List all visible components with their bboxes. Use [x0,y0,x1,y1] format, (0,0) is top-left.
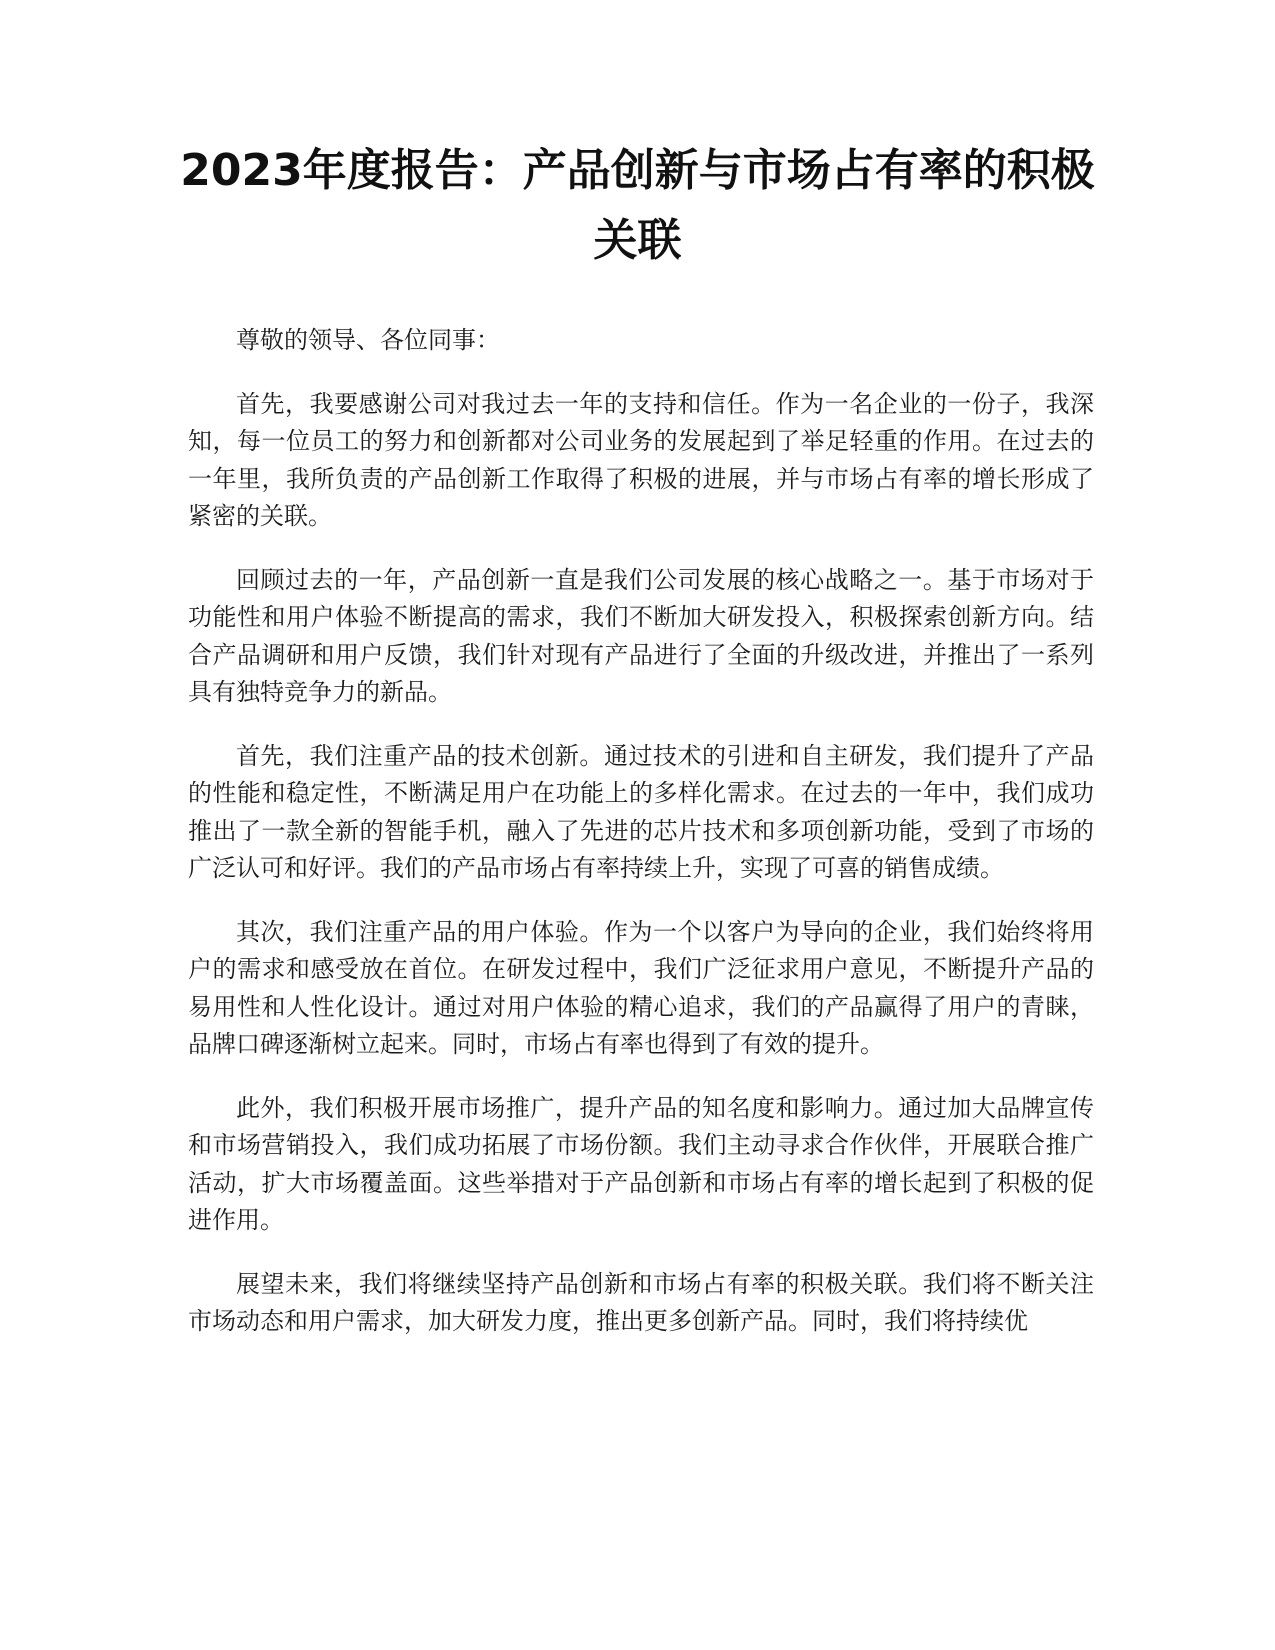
paragraph-user-experience: 其次，我们注重产品的用户体验。作为一个以客户为导向的企业，我们始终将用户的需求和感受放在首位。在研发过程中，我们广泛征求用户意见，不断提升产品的易用性和人性化设计。通过对用户体验的精心追求，我们的产品赢得了用户的青睐，品牌口碑逐渐树立起来。同时，市场占有率也得到了有效的提升。 [188,917,1094,1058]
document-title: 2023年度报告：产品创新与市场占有率的积极关联 [180,145,1095,266]
paragraph-technology: 首先，我们注重产品的技术创新。通过技术的引进和自主研发，我们提升了产品的性能和稳定性，不断满足用户在功能上的多样化需求。在过去的一年中，我们成功推出了一款全新的智能手机，融入了先进的芯片技术和多项创新功能，受到了市场的广泛认可和好评。我们的产品市场占有率持续上升，实现了可喜的销售成绩。 [188,741,1094,882]
document-body [188,322,1094,1367]
salutation: 尊敬的领导、各位同事： [236,326,500,354]
paragraph-review: 回顾过去的一年，产品创新一直是我们公司发展的核心战略之一。基于市场对于功能性和用户体验不断提高的需求，我们不断加大研发投入，积极探索创新方向。结合产品调研和用户反馈，我们针对现有产品进行了全面的升级改进，并推出了一系列具有独特竞争力的新品。 [188,565,1094,706]
paragraph-gratitude: 首先，我要感谢公司对我过去一年的支持和信任。作为一名企业的一份子，我深知，每一位员工的努力和创新都对公司业务的发展起到了举足轻重的作用。在过去的一年里，我所负责的产品创新工作取得了积极的进展，并与市场占有率的增长形成了紧密的关联。 [188,389,1094,530]
paragraph-marketing: 此外，我们积极开展市场推广，提升产品的知名度和影响力。通过加大品牌宣传和市场营销投入，我们成功拓展了市场份额。我们主动寻求合作伙伴，开展联合推广活动，扩大市场覆盖面。这些举措对于产品创新和市场占有率的增长起到了积极的促进作用。 [188,1093,1094,1234]
paragraph-outlook: 展望未来，我们将继续坚持产品创新和市场占有率的积极关联。我们将不断关注市场动态和用户需求，加大研发力度，推出更多创新产品。同时，我们将持续优 [188,1269,1094,1335]
